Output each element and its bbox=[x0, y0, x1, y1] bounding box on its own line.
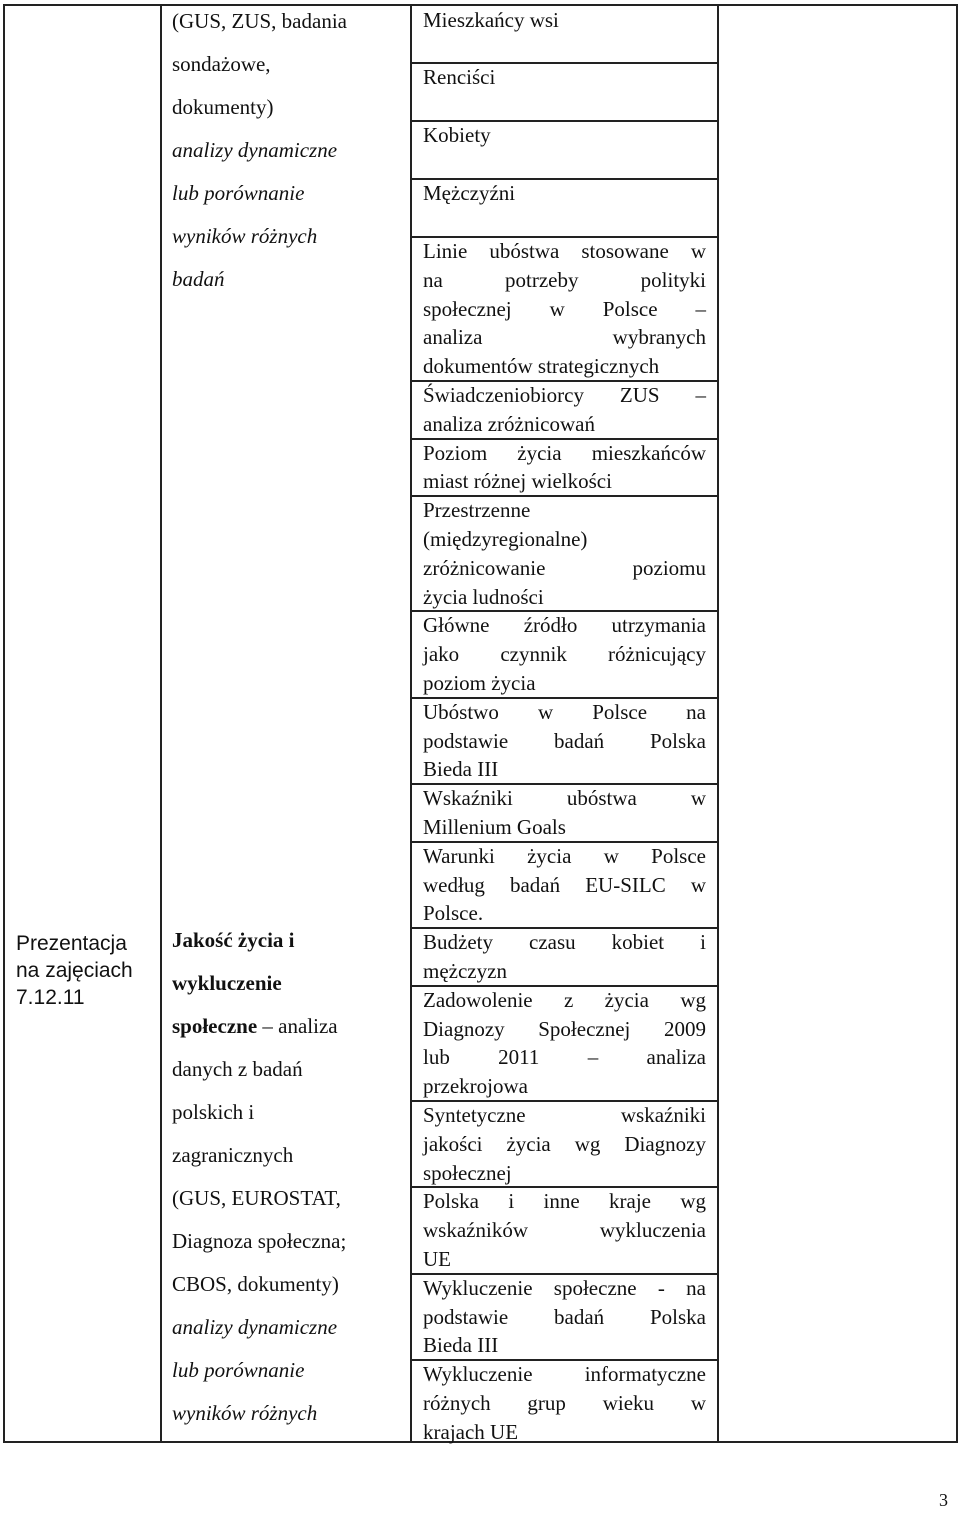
col1-line: Prezentacja bbox=[16, 932, 127, 955]
topic-item-line: wskaźników wykluczenia bbox=[423, 1218, 706, 1243]
topic-item-line: Ubóstwo w Polsce na bbox=[423, 699, 706, 724]
topic-item-line: podstawie badań Polska bbox=[423, 728, 706, 753]
topic-line-text: (GUS, ZUS, badania bbox=[172, 9, 347, 33]
topic-item bbox=[423, 986, 706, 1101]
topic-line-text: lub porównanie bbox=[172, 181, 305, 205]
topic-item bbox=[423, 1274, 706, 1360]
topic-item-line: Wykluczenie społeczne - na bbox=[423, 1275, 706, 1300]
topic-line bbox=[172, 172, 404, 215]
topic-line-text: danych z badań bbox=[172, 1057, 303, 1081]
topic-line bbox=[172, 0, 404, 43]
topic-line bbox=[172, 1263, 404, 1306]
topic-line bbox=[172, 1091, 404, 1134]
col1-line: na zajęciach bbox=[16, 959, 133, 982]
topic-item-line: Linie ubóstwa stosowane w bbox=[423, 239, 706, 263]
topic-line-text: CBOS, dokumenty) bbox=[172, 1272, 339, 1296]
topic-item bbox=[423, 842, 706, 928]
topic-line-text: społeczne bbox=[172, 1014, 258, 1038]
topic-item: Mieszkańcy wsi bbox=[423, 8, 559, 32]
topic-item-line: podstawie badań Polska bbox=[423, 1304, 706, 1329]
table-divider-3 bbox=[717, 4, 719, 1443]
topic-item-line: analiza wybranych bbox=[423, 325, 706, 350]
topic-item-line: Millenium Goals bbox=[423, 814, 566, 839]
page-number: 3 bbox=[939, 1490, 948, 1510]
topic-line bbox=[172, 215, 404, 258]
topic-line-text: wykluczenie bbox=[172, 971, 282, 995]
topic-item-line: Bieda III bbox=[423, 757, 499, 782]
topic-line-text: Jakość życia i bbox=[172, 928, 295, 952]
topic-item-line: Warunki życia w Polsce bbox=[423, 843, 706, 868]
topic-line bbox=[172, 86, 404, 129]
topic-line bbox=[172, 1177, 404, 1220]
topic-line bbox=[172, 1392, 404, 1435]
topic-item-line: Wskaźniki ubóstwa w bbox=[423, 786, 706, 811]
topic-item-line: (międzyregionalne) bbox=[423, 526, 588, 551]
topic-line-text: wyników różnych bbox=[172, 224, 318, 248]
topic-item bbox=[423, 1101, 706, 1187]
topic-item bbox=[423, 784, 706, 842]
topic-line-text: wyników różnych bbox=[172, 1401, 318, 1425]
topic-item-line: na potrzeby polityki bbox=[423, 267, 706, 292]
topic-line bbox=[172, 1005, 404, 1048]
topic-line-text: badań bbox=[172, 267, 225, 291]
table-border-left bbox=[3, 4, 5, 1443]
topic-line-text: analizy dynamiczne bbox=[172, 1315, 338, 1339]
topic-item-line: mężczyzn bbox=[423, 958, 507, 983]
topic-item-line: jakości życia wg Diagnozy bbox=[423, 1131, 706, 1156]
topic-line-text: analizy dynamiczne bbox=[172, 138, 338, 162]
topic-item-line: Polska i inne kraje wg bbox=[423, 1189, 706, 1214]
topic-item bbox=[423, 496, 706, 611]
topic-item-line: Bieda III bbox=[423, 1333, 499, 1358]
topic-line-text: polskich i bbox=[172, 1100, 255, 1124]
topic-item-line: Polsce. bbox=[423, 901, 484, 926]
topic-item-line: Wykluczenie informatyczne bbox=[423, 1362, 706, 1387]
topic-item-line: Zadowolenie z życia wg bbox=[423, 987, 706, 1012]
topic-cell-jakosc-zycia bbox=[172, 919, 404, 1435]
topic-item bbox=[423, 928, 706, 986]
topic-line-text: sondażowe, bbox=[172, 52, 271, 76]
topic-item-line: Diagnozy Społecznej 2009 bbox=[423, 1016, 706, 1041]
topic-item-line: UE bbox=[423, 1246, 451, 1271]
topic-item-line: Świadczeniobiorcy ZUS – bbox=[423, 383, 706, 407]
col1-line: 7.12.11 bbox=[16, 986, 85, 1009]
topic-line bbox=[172, 1048, 404, 1091]
topic-item bbox=[423, 1187, 706, 1273]
table-divider-1 bbox=[160, 4, 162, 1443]
topic-line bbox=[172, 129, 404, 172]
topic-item-line: Syntetyczne wskaźniki bbox=[423, 1103, 706, 1127]
topic-line-text: zagranicznych bbox=[172, 1143, 294, 1167]
topic-item: Mężczyźni bbox=[423, 181, 516, 205]
topic-line bbox=[172, 919, 404, 962]
topic-item: Kobiety bbox=[423, 123, 491, 147]
topic-line bbox=[172, 258, 404, 301]
table-border-right bbox=[956, 4, 958, 1443]
topic-item-line: Poziom życia mieszkańców bbox=[423, 440, 706, 465]
topic-line bbox=[172, 1220, 404, 1263]
table-divider-2 bbox=[410, 4, 412, 1443]
topic-item-line: Przestrzenne bbox=[423, 498, 531, 523]
topic-line bbox=[172, 1349, 404, 1392]
topic-item-line: według badań EU-SILC w bbox=[423, 872, 706, 897]
topic-line bbox=[172, 1134, 404, 1177]
topic-item-line: dokumentów strategicznych bbox=[423, 354, 660, 379]
topic-item bbox=[423, 698, 706, 784]
topic-item-line: przekrojowa bbox=[423, 1074, 528, 1099]
topic-item bbox=[423, 439, 706, 497]
topic-item-line: różnych grup wieku w bbox=[423, 1390, 706, 1415]
topic-line bbox=[172, 1306, 404, 1349]
topic-item-line: społecznej w Polsce – bbox=[423, 296, 706, 321]
topic-item-line: społecznej bbox=[423, 1160, 512, 1185]
topic-item-line: miast różnej wielkości bbox=[423, 469, 612, 494]
topic-item-line: zróżnicowanie poziomu bbox=[423, 555, 706, 580]
topic-item-line: analiza zróżnicowań bbox=[423, 411, 595, 436]
topic-item-line: Główne źródło utrzymania bbox=[423, 613, 706, 638]
topic-line-text: lub porównanie bbox=[172, 1358, 305, 1382]
topic-item-line: lub 2011 – analiza bbox=[423, 1045, 706, 1070]
topic-item-line: krajach UE bbox=[423, 1419, 519, 1444]
topic-line bbox=[172, 43, 404, 86]
topic-item-line: jako czynnik różnicujący bbox=[423, 642, 706, 667]
topic-line bbox=[172, 962, 404, 1005]
topic-line-text: Diagnoza społeczna; bbox=[172, 1229, 347, 1253]
topic-line-text: dokumenty) bbox=[172, 95, 274, 119]
topic-item bbox=[423, 381, 706, 439]
topic-item: Renciści bbox=[423, 65, 496, 89]
topic-item-line: życia ludności bbox=[423, 584, 544, 609]
topic-cell-top bbox=[172, 0, 404, 301]
presentation-date-cell bbox=[6, 930, 158, 1011]
topic-item bbox=[423, 237, 706, 381]
topic-item-line: Budżety czasu kobiet i bbox=[423, 930, 706, 955]
topic-item bbox=[423, 611, 706, 697]
topic-item-line: poziom życia bbox=[423, 670, 536, 695]
topic-item bbox=[423, 1360, 706, 1446]
topic-line-text: (GUS, EUROSTAT, bbox=[172, 1186, 341, 1210]
topic-line-rest: – analiza bbox=[257, 1014, 338, 1038]
